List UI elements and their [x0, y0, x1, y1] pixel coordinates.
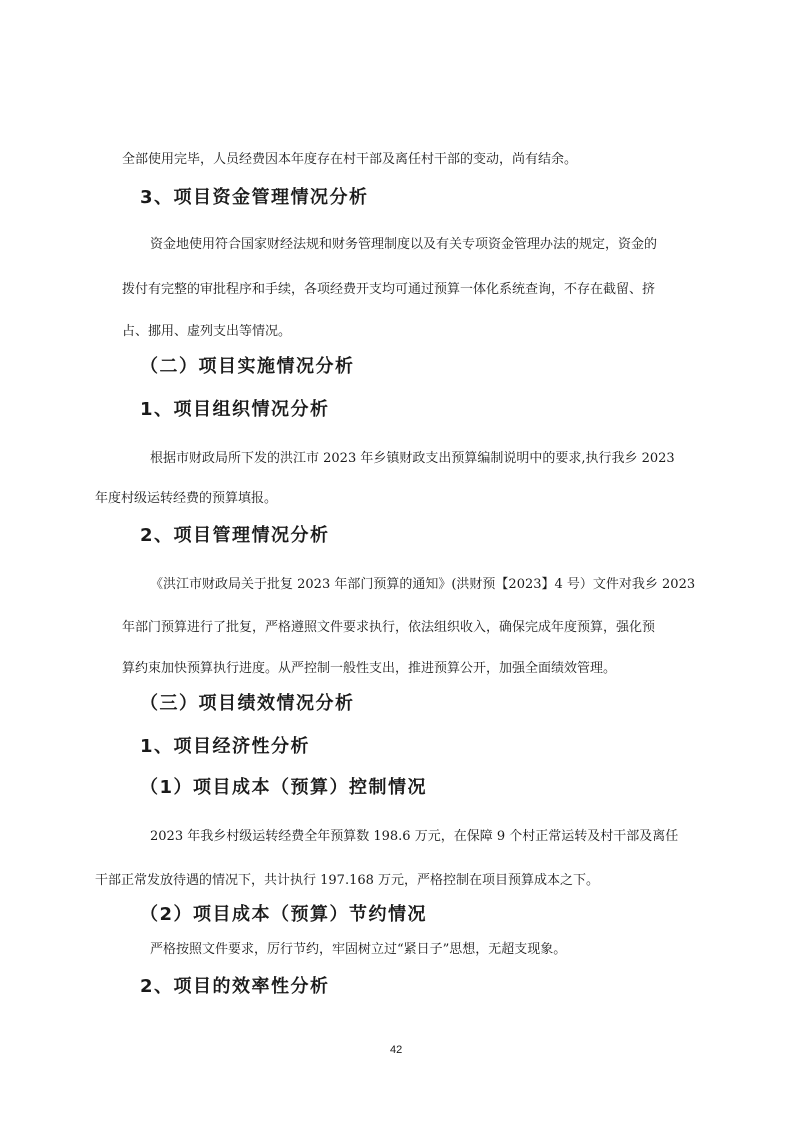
subsection-heading: （2）项目成本（预算）节约情况 — [140, 904, 428, 925]
paragraph-line: 严格按照文件要求，厉行节约，牢固树立过“紧日子”思想，无超支现象。 — [150, 942, 567, 957]
section-heading: 1、项目经济性分析 — [140, 736, 311, 757]
paragraph-line: 全部使用完毕，人员经费因本年度存在村干部及离任村干部的变动，尚有结余。 — [122, 152, 578, 167]
subsection-heading: （1）项目成本（预算）控制情况 — [140, 777, 428, 798]
paragraph-line: 根据市财政局所下发的洪江市 2023 年乡镇财政支出预算编制说明中的要求,执行我乡 2023 — [150, 451, 675, 466]
paragraph-line: 《洪江市财政局关于批复 2023 年部门预算的通知》(洪财预【2023】4 号）文件对我乡 2023 — [150, 577, 696, 592]
paragraph-line: 占、挪用、虚列支出等情况。 — [122, 324, 292, 339]
paragraph-line: 拨付有完整的审批程序和手续，各项经费开支均可通过预算一体化系统查询，不存在截留、挤 — [122, 282, 656, 297]
part-heading: （三）项目绩效情况分析 — [140, 693, 355, 714]
paragraph-line: 资金地使用符合国家财经法规和财务管理制度以及有关专项资金管理办法的规定，资金的 — [150, 237, 658, 252]
part-heading: （二）项目实施情况分析 — [140, 356, 355, 377]
paragraph-line: 年度村级运转经费的预算填报。 — [95, 491, 278, 506]
section-heading: 1、项目组织情况分析 — [140, 399, 330, 420]
paragraph-line: 干部正常发放待遇的情况下，共计执行 197.168 万元，严格控制在项目预算成本之下。 — [95, 873, 600, 888]
page-number: 42 — [390, 1044, 403, 1056]
paragraph-line: 2023 年我乡村级运转经费全年预算数 198.6 万元，在保障 9 个村正常运转及村干部及离任 — [150, 829, 679, 844]
section-heading: 2、项目的效率性分析 — [140, 976, 330, 997]
paragraph-line: 年部门预算进行了批复，严格遵照文件要求执行，依法组织收入，确保完成年度预算，强化预 — [122, 620, 656, 635]
section-heading: 3、项目资金管理情况分析 — [140, 187, 369, 208]
paragraph-line: 算约束加快预算执行进度。从严控制一般性支出，推进预算公开，加强全面绩效管理。 — [122, 661, 617, 676]
section-heading: 2、项目管理情况分析 — [140, 525, 330, 546]
